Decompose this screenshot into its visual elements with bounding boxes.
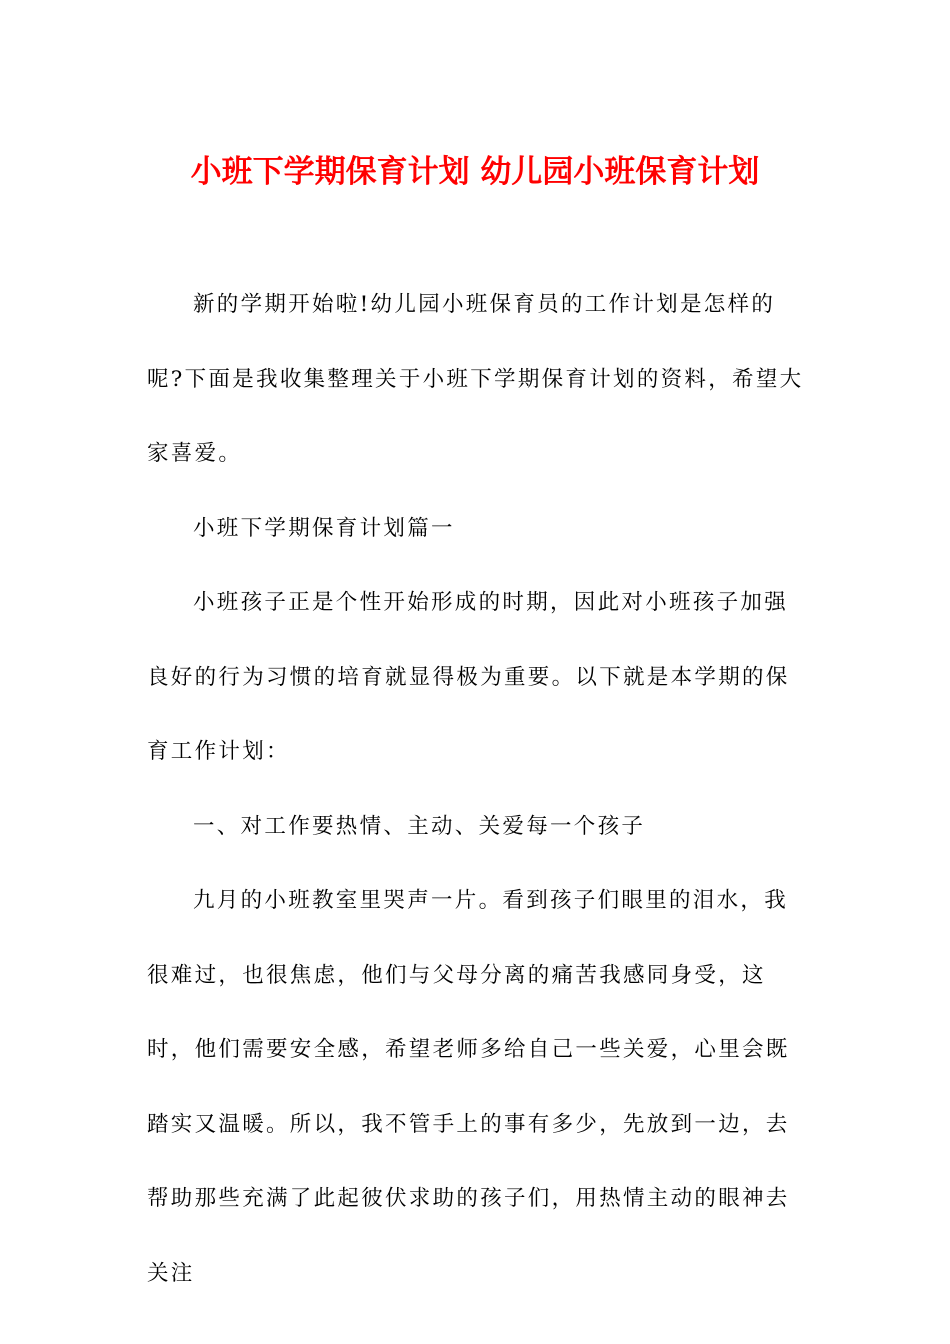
document-body [147, 268, 807, 1311]
document-title: 小班下学期保育计划 幼儿园小班保育计划 [190, 154, 760, 190]
paragraph-intro: 新的学期开始啦!幼儿园小班保育员的工作计划是怎样的呢?下面是我收集整理关于小班下学期保育计划的资料，希望大家喜爱。 [147, 292, 804, 466]
paragraph-overview: 小班孩子正是个性开始形成的时期，因此对小班孩子加强良好的行为习惯的培育就显得极为重要。以下就是本学期的保育工作计划： [147, 590, 790, 764]
paragraph-item-one-body: 九月的小班教室里哭声一片。看到孩子们眼里的泪水，我很难过，也很焦虑，他们与父母分离的痛苦我感同身受，这时，他们需要安全感，希望老师多给自己一些关爱，心里会既踏实又温暖。所以，我不管手上的事有多少，先放到一边，去帮助那些充满了此起彼伏求助的孩子们，用热情主动的眼神去关注 [147, 888, 790, 1286]
paragraph-item-one-heading: 一、对工作要热情、主动、关爱每一个孩子 [193, 813, 646, 839]
paragraph-section-heading: 小班下学期保育计划篇一 [193, 515, 455, 541]
